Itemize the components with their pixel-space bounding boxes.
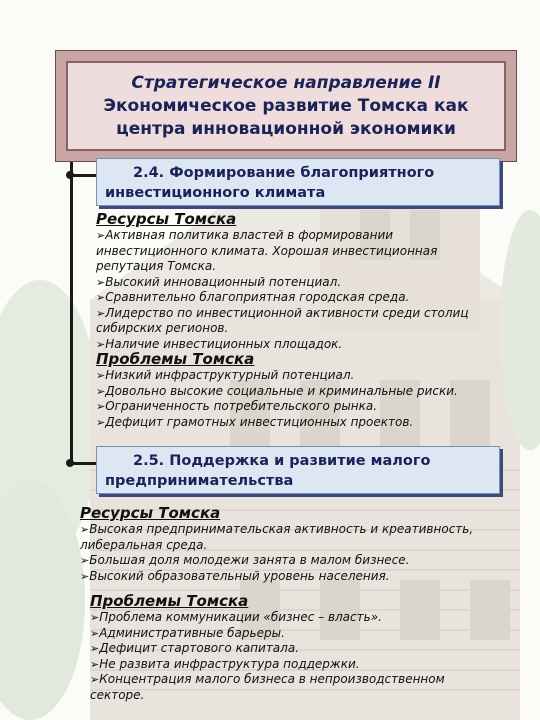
connector-vertical-line: [70, 162, 73, 464]
problems-heading: Проблемы Томска: [96, 350, 255, 368]
list-item: ➢Активная политика властей в формировании инвестиционного климата. Хорошая инвестиционная репутация Томска.: [96, 228, 438, 273]
section-heading-line-2: предпринимательства: [105, 473, 294, 489]
arrow-bullet-icon: ➢: [96, 384, 106, 398]
connector-dot-2: [66, 459, 74, 467]
list-item: ➢Дефицит стартового капитала.: [90, 641, 299, 655]
section-heading-line-2: инвестиционного климата: [105, 185, 326, 201]
arrow-bullet-icon: ➢: [96, 337, 106, 351]
connector-branch-1: [70, 174, 98, 177]
arrow-bullet-icon: ➢: [96, 400, 106, 413]
title-line-1: Стратегическое направление II: [131, 72, 441, 93]
problems-heading: Проблемы Томска: [90, 592, 249, 610]
list-item: ➢Высокая предпринимательская активность и креативность, либеральная среда.: [80, 522, 474, 552]
title-panel: [66, 61, 506, 151]
list-item: ➢Наличие инвестиционных площадок.: [96, 336, 343, 351]
list-item: ➢Низкий инфраструктурный потенциал.: [96, 368, 355, 382]
list-item: ➢Не развита инфраструктура поддержки.: [90, 656, 360, 671]
arrow-bullet-icon: ➢: [96, 415, 106, 429]
resources-block-2: [80, 504, 480, 584]
resources-heading: Ресурсы Томска: [96, 210, 237, 228]
connector-dot-1: [66, 171, 74, 179]
list-item: ➢Высокий инновационный потенциал.: [96, 274, 342, 289]
arrow-bullet-icon: ➢: [96, 291, 106, 304]
list-item: ➢Довольно высокие социальные и криминальные риски.: [96, 383, 458, 398]
arrow-bullet-icon: ➢: [96, 275, 106, 289]
list-item: ➢Дефицит грамотных инвестиционных проектов.: [96, 414, 414, 429]
list-item: ➢Концентрация малого бизнеса в непроизводственном секторе.: [90, 672, 445, 702]
problems-block-1: [96, 350, 506, 450]
section-heading-2-4: [96, 158, 500, 206]
title-line-2: Экономическое развитие Томска как: [103, 95, 469, 116]
list-item: ➢Высокий образовательный уровень населения.: [80, 568, 390, 583]
arrow-bullet-icon: ➢: [90, 642, 100, 655]
arrow-bullet-icon: ➢: [96, 229, 106, 242]
list-item: ➢Сравнительно благоприятная городская среда.: [96, 290, 410, 304]
arrow-bullet-icon: ➢: [90, 657, 100, 671]
arrow-bullet-icon: ➢: [90, 611, 100, 624]
problems-block-2: [90, 592, 490, 703]
slide-title: [98, 72, 475, 141]
arrow-bullet-icon: ➢: [80, 554, 90, 567]
arrow-bullet-icon: ➢: [80, 523, 90, 536]
connector-branch-2: [70, 462, 98, 465]
resources-heading: Ресурсы Томска: [80, 504, 221, 522]
arrow-bullet-icon: ➢: [90, 626, 100, 640]
list-item: ➢Лидерство по инвестиционной активности среди столиц сибирских регионов.: [96, 305, 469, 335]
list-item: ➢Административные барьеры.: [90, 625, 285, 640]
arrow-bullet-icon: ➢: [90, 673, 100, 686]
list-item: ➢Ограниченность потребительского рынка.: [96, 399, 378, 413]
arrow-bullet-icon: ➢: [80, 569, 90, 583]
list-item: ➢Большая доля молодежи занята в малом бизнесе.: [80, 553, 410, 567]
title-frame: [55, 50, 517, 162]
arrow-bullet-icon: ➢: [96, 369, 106, 382]
section-heading-2-5: [96, 446, 500, 494]
section-heading-line-1: 2.5. Поддержка и развитие малого: [133, 453, 431, 469]
list-item: ➢Проблема коммуникации «бизнес – власть».: [90, 610, 382, 624]
title-line-3: центра инновационной экономики: [116, 118, 456, 139]
section-heading-line-1: 2.4. Формирование благоприятного: [133, 165, 435, 181]
resources-block-1: [96, 210, 506, 352]
arrow-bullet-icon: ➢: [96, 306, 106, 320]
